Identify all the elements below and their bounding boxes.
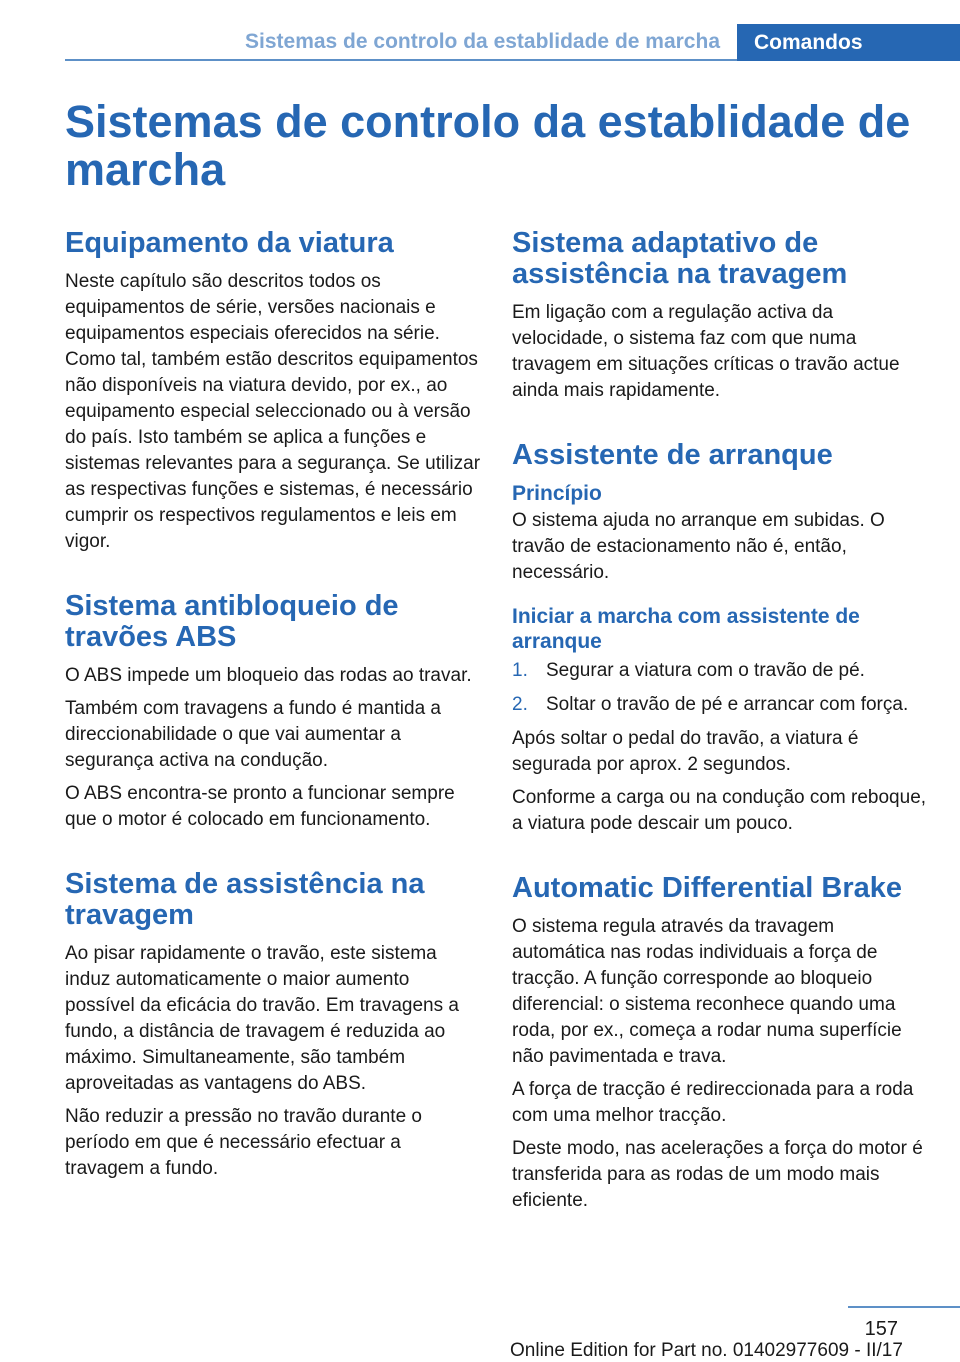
section-title-adaptive-brake-assist: Sistema adaptativo de assistência na travagem [512,227,848,290]
section-title-hill-start-assist: Assistente de arranque [512,439,833,471]
paragraph: Conforme a carga ou na condução com reboque, a viatura pode descair um pouco. [512,787,927,834]
step-number: 2. [512,694,528,715]
step-number: 1. [512,660,528,681]
steps-list [512,658,930,718]
section-title-brake-assist: Sistema de assistência na travagem [65,868,425,931]
paragraph: Não reduzir a pressão no travão durante o período em que é necessário efectuar a travagem a fundo. [65,1106,422,1179]
left-column [65,228,483,1182]
step-text: Soltar o travão de pé e arrancar com força. [546,694,909,715]
paragraph: O sistema ajuda no arranque em subidas. O travão de estacionamento não é, então, necessário. [512,510,885,583]
header-chapter-tab: Comandos [737,24,960,61]
footer-rule [848,1306,960,1308]
page-number: 157 [864,1318,898,1340]
paragraph: O ABS impede um bloqueio das rodas ao travar. [65,665,472,686]
paragraph: Deste modo, nas acelerações a força do motor é transferida para as rodas de um modo mais eficiente. [512,1138,923,1211]
paragraph: A força de tracção é redireccionada para a roda com uma melhor tracção. [512,1079,914,1126]
subsection-title-start-driving: Iniciar a marcha com assistente de arranque [512,605,860,653]
list-item [512,658,930,684]
paragraph: Após soltar o pedal do travão, a viatura é segurada por aprox. 2 segundos. [512,728,859,775]
list-item [512,692,930,718]
section-title-equipment: Equipamento da viatura [65,227,394,259]
page-title: Sistemas de controlo da establidade de marcha [65,96,911,195]
step-text: Segurar a viatura com o travão de pé. [546,660,865,681]
right-column [512,228,930,1214]
paragraph: Ao pisar rapidamente o travão, este sistema induz automaticamente o maior aumento possível da eficácia do travão. Em travagens a fundo, a distância de travagem é reduzida ao máximo. Simultaneamente, são também aproveitadas as vantagens do ABS. [65,943,459,1094]
paragraph: Em ligação com a regulação activa da velocidade, o sistema faz com que numa travagem em situações críticas o travão actue ainda mais rapidamente. [512,302,900,401]
paragraph: Também com travagens a fundo é mantida a direccionabilidade o que vai aumentar a segurança activa na condução. [65,698,441,771]
footer-edition: Online Edition for Part no. 01402977609 - II/17 [510,1340,903,1361]
subsection-title-principle: Princípio [512,482,602,505]
header-section-title: Sistemas de controlo da establidade de marcha [245,30,720,53]
paragraph: Neste capítulo são descritos todos os equipamentos de série, versões nacionais e equipamentos especiais oferecidos na série. Como tal, também estão descritos equipamentos não disponíveis na viatura devido, por ex., ao equipamento especial seleccionado ou à versão do país. Isto também se aplica a funções e sistemas relevantes para a segurança. Se utilizar as respectivas funções e sistemas, é necessário cumprir os respectivos regulamentos e leis em vigor. [65,271,481,552]
paragraph: O ABS encontra-se pronto a funcionar sempre que o motor é colocado em funcionamento. [65,783,455,830]
section-title-abs: Sistema antibloqueio de travões ABS [65,590,399,653]
paragraph: O sistema regula através da travagem automática nas rodas individuais a força de tracção. A função corresponde ao bloqueio diferencial: o sistema reconhece quando uma roda, por ex., começa a rodar numa superfície não pavimentada e trava. [512,916,902,1067]
section-title-adb: Automatic Differential Brake [512,872,902,904]
